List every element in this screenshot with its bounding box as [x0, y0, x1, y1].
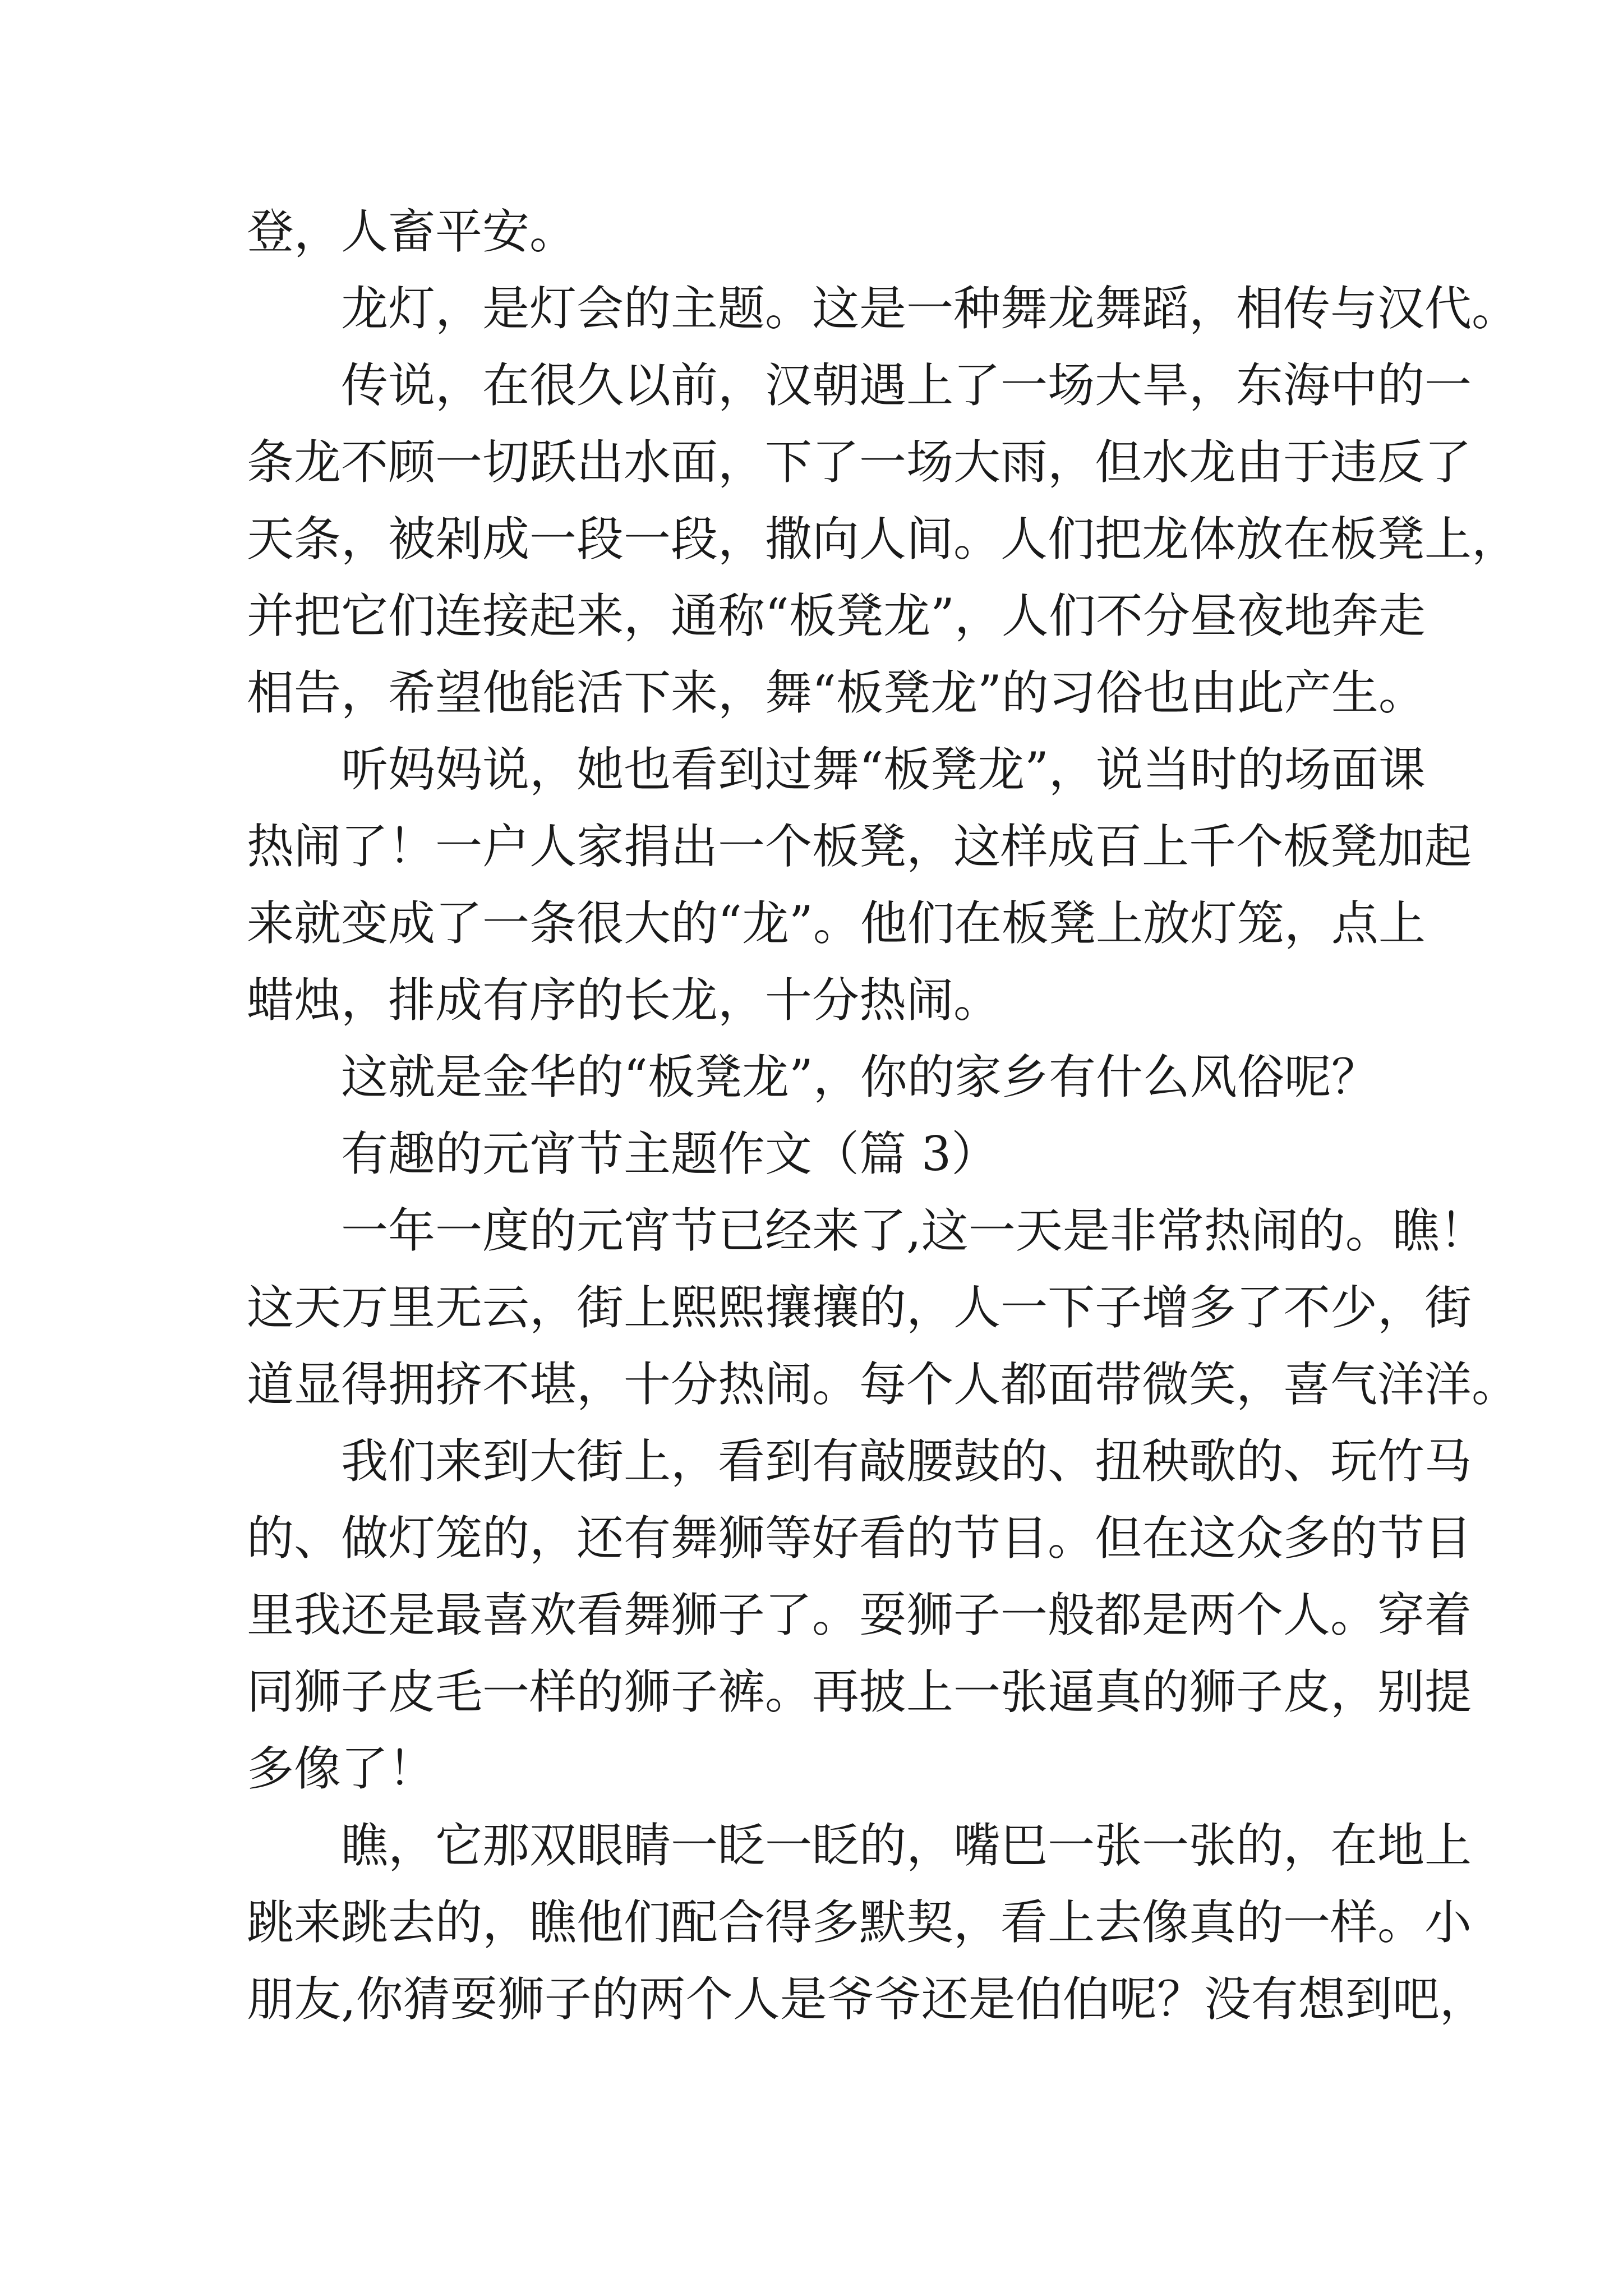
text-line: 天条，被剁成一段一段，撒向人间。人们把龙体放在板凳上， [247, 512, 1519, 567]
section-heading: 有趣的元宵节主题作文（篇 3） [341, 1126, 999, 1181]
text-line: 我们来到大街上，看到有敲腰鼓的、扭秧歌的、玩竹马 [341, 1434, 1472, 1489]
text-line: 相告，希望他能活下来，舞“板凳龙”的习俗也由此产生。 [247, 665, 1426, 720]
text-line: 条龙不顾一切跃出水面，下了一场大雨，但水龙由于违反了 [247, 435, 1472, 490]
text-line: 道显得拥挤不堪，十分热闹。每个人都面带微笑，喜气洋洋。 [247, 1357, 1519, 1412]
text-line: 龙灯，是灯会的主题。这是一种舞龙舞蹈，相传与汉代。 [341, 281, 1519, 336]
text-line: 热闹了！一户人家捐出一个板凳，这样成百上千个板凳加起 [247, 819, 1472, 874]
text-line: 来就变成了一条很大的“龙”。他们在板凳上放灯笼，点上 [247, 896, 1426, 951]
text-line: 蜡烛，排成有序的长龙，十分热闹。 [247, 973, 1001, 1028]
text-line: 并把它们连接起来，通称“板凳龙”，人们不分昼夜地奔走 [247, 588, 1426, 643]
text-line: 同狮子皮毛一样的狮子裤。再披上一张逼真的狮子皮，别提 [247, 1664, 1472, 1719]
text-line: 一年一度的元宵节已经来了,这一天是非常热闹的。瞧！ [341, 1203, 1487, 1258]
essay-text [247, 194, 1519, 2038]
text-line: 的、做灯笼的，还有舞狮等好看的节目。但在这众多的节目 [247, 1511, 1472, 1566]
text-line: 多像了！ [247, 1741, 436, 1796]
text-line: 传说，在很久以前，汉朝遇上了一场大旱，东海中的一 [341, 358, 1472, 413]
text-line: 这天万里无云，街上熙熙攘攘的，人一下子增多了不少，街 [247, 1280, 1472, 1335]
text-line: 登，人畜平安。 [247, 204, 577, 259]
text-line: 朋友,你猜耍狮子的两个人是爷爷还是伯伯呢？没有想到吧， [247, 1972, 1487, 2027]
text-line: 里我还是最喜欢看舞狮子了。耍狮子一般都是两个人。穿着 [247, 1588, 1472, 1642]
text-line: 这就是金华的“板凳龙”，你的家乡有什么风俗呢？ [341, 1050, 1378, 1105]
text-line: 瞧，它那双眼睛一眨一眨的，嘴巴一张一张的，在地上 [341, 1818, 1472, 1873]
text-line: 听妈妈说，她也看到过舞“板凳龙”，说当时的场面课 [341, 742, 1426, 797]
text-line: 跳来跳去的，瞧他们配合得多默契，看上去像真的一样。小 [247, 1895, 1472, 1950]
